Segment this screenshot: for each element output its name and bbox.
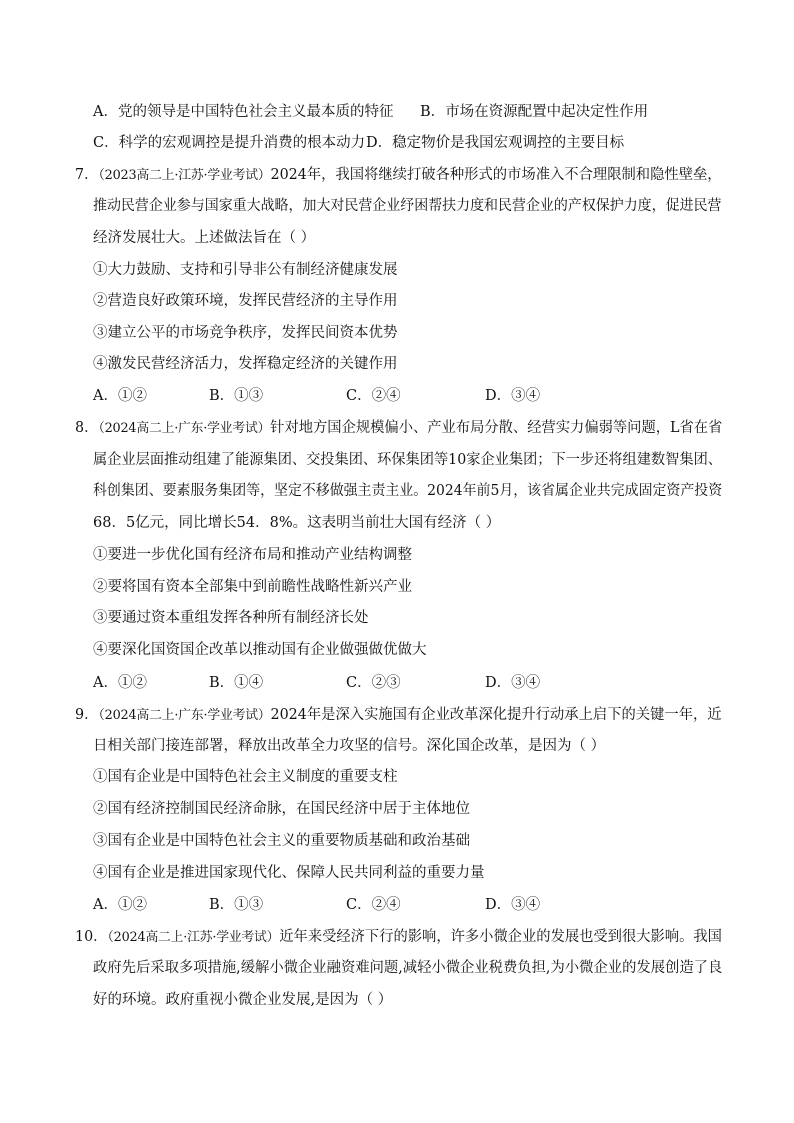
q7-statement-2: ②营造良好政策环境，发挥民营经济的主导作用	[93, 293, 398, 309]
q10-stem-line-3: 好的环境。政府重视小微企业发展,是因为（ ）	[93, 992, 393, 1008]
q8-option-a: A．①②	[93, 675, 147, 691]
q7-stem-line-3: 经济发展壮大。上述做法旨在（ ）	[93, 230, 316, 246]
q8-option-b: B．①④	[209, 675, 264, 691]
q9-source: （2024高二上·广东·学业考试）	[98, 708, 271, 723]
q9-option-c: C．②④	[346, 897, 401, 913]
q9-option-b: B．①③	[209, 897, 264, 913]
q7-option-d: D．③④	[485, 388, 541, 404]
q8-stem-line-1	[75, 418, 722, 439]
q9-number: 9．	[75, 707, 99, 723]
q6-option-a: A．党的领导是中国特色社会主义最本质的特征	[93, 104, 394, 120]
q8-number: 8．	[75, 420, 99, 436]
q7-statement-3: ③建立公平的市场竞争秩序，发挥民间资本优势	[93, 325, 398, 341]
q8-statement-4: ④要深化国资国企改革以推动国有企业做强做优做大	[93, 642, 427, 658]
q7-stem-text-1: 2024年，我国将继续打破各种形式的市场准入不合理限制和隐性壁垒，	[270, 167, 722, 183]
q10-stem-line-1	[75, 927, 722, 948]
q8-stem-line-3: 科创集团、要素服务集团等，坚定不移做强主责主业。2024年前5月，该省属企业共完成固定资产投资	[93, 483, 723, 499]
q10-source: （2024高二上·江苏·学业考试）	[107, 930, 280, 945]
q9-statement-3: ③国有企业是中国特色社会主义的重要物质基础和政治基础	[93, 833, 470, 849]
q10-stem-text-1: 近年来受经济下行的影响，许多小微企业的发展也受到很大影响。我国	[279, 929, 722, 945]
q7-source: （2023高二上·江苏·学业考试）	[98, 168, 271, 183]
q10-number: 10．	[75, 929, 108, 945]
q8-stem-line-4: 68．5亿元，同比增长54．8%。这表明当前壮大国有经济（ ）	[93, 515, 501, 531]
q7-statement-1: ①大力鼓励、支持和引导非公有制经济健康发展	[93, 262, 398, 278]
q8-option-d: D．③④	[485, 675, 541, 691]
q6-option-d: D．稳定物价是我国宏观调控的主要目标	[366, 135, 625, 151]
q8-option-c: C．②③	[346, 675, 401, 691]
q9-option-a: A．①②	[93, 897, 147, 913]
q9-statement-2: ②国有经济控制国民经济命脉，在国民经济中居于主体地位	[93, 801, 470, 817]
q6-option-c: C．科学的宏观调控是提升消费的根本动力	[93, 135, 366, 151]
q8-statement-1: ①要进一步优化国有经济布局和推动产业结构调整	[93, 547, 412, 563]
q8-statement-3: ③要通过资本重组发挥各种所有制经济长处	[93, 610, 369, 626]
q8-options	[93, 673, 713, 693]
q8-statement-2: ②要将国有资本全部集中到前瞻性战略性新兴产业	[93, 579, 412, 595]
q7-option-a: A．①②	[93, 388, 147, 404]
q6-option-b: B．市场在资源配置中起决定性作用	[420, 104, 649, 120]
q9-stem-line-1	[75, 705, 722, 726]
q9-statement-4: ④国有企业是推进国家现代化、保障人民共同利益的重要力量	[93, 865, 485, 881]
q8-stem-text-1: 针对地方国企规模偏小、产业布局分散、经营实力偏弱等问题，L省在省	[270, 420, 723, 436]
q7-options	[93, 386, 713, 406]
q9-stem-text-1: 2024年是深入实施国有企业改革深化提升行动承上启下的关键一年，近	[270, 707, 722, 723]
q9-stem-line-2: 日相关部门接连部署，释放出改革全力攻坚的信号。深化国企改革，是因为（ ）	[93, 738, 606, 754]
q7-number: 7．	[75, 167, 99, 183]
q9-option-d: D．③④	[485, 897, 541, 913]
q7-option-c: C．②④	[346, 388, 401, 404]
q10-stem-line-2: 政府先后采取多项措施,缓解小微企业融资难问题,减轻小微企业税费负担,为小微企业的发展创造了良	[93, 960, 723, 976]
q7-stem-line-2: 推动民营企业参与国家重大战略，加大对民营企业纾困帮扶力度和民营企业的产权保护力度，促进民营	[93, 198, 722, 214]
q9-statement-1: ①国有企业是中国特色社会主义制度的重要支柱	[93, 769, 398, 785]
q8-stem-line-2: 属企业层面推动组建了能源集团、交投集团、环保集团等10家企业集团；下一步还将组建数智集团、	[93, 452, 722, 468]
q9-options	[93, 895, 713, 915]
q7-stem-line-1	[75, 165, 722, 186]
q7-statement-4: ④激发民营经济活力，发挥稳定经济的关键作用	[93, 356, 398, 372]
q7-option-b: B．①③	[209, 388, 264, 404]
q8-source: （2024高二上·广东·学业考试）	[98, 421, 271, 436]
